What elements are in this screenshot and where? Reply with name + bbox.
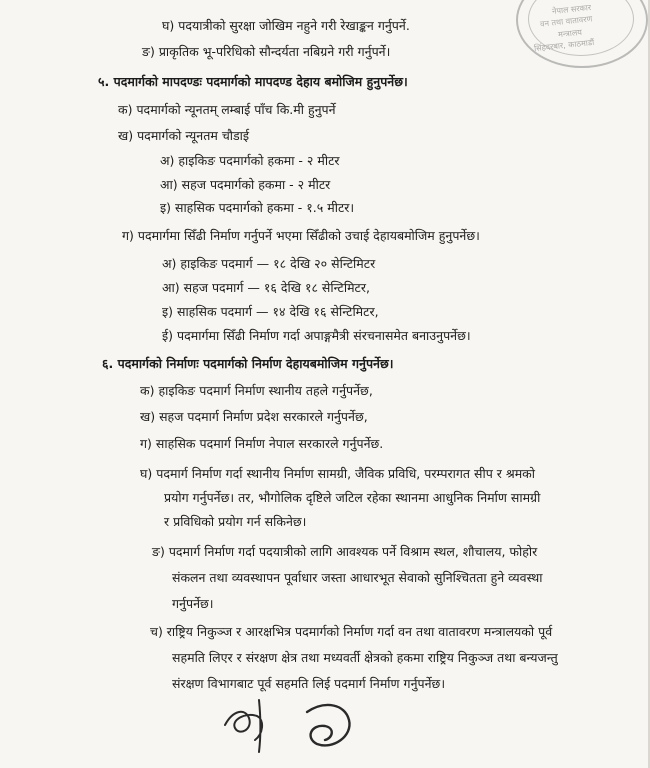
clause-ga: ग) साहसिक पदमार्ग निर्माण नेपाल सरकारले गर्नुपर्नेछ. [140,436,384,451]
subclause-ii: ई) पदमार्गमा सिँढी निर्माण गर्दा अपाङ्गमैत्री संरचनासमेत बनाउनुपर्नेछ। [162,328,471,343]
clause-nga: ङ) पदमार्ग निर्माण गर्दा पदयात्रीको लागि आवश्यक पर्ने विश्राम स्थल, शौचालय, फोहोर [152,544,538,559]
stamp-line: मन्त्रालय [557,27,583,40]
signatures [215,690,375,760]
subclause-i: इ) साहसिक पदमार्गको हकमा - १.५ मीटर। [160,200,355,215]
clause-nga-cont: संकलन तथा व्यवस्थापन पूर्वाधार जस्ता आधारभूत सेवाको सुनिश्चितता हुने व्यवस्था [172,570,543,585]
section-5-heading: ५. पदमार्गको मापदण्डः पदमार्गको मापदण्ड देहाय बमोजिम हुनुपर्नेछ। [98,74,408,89]
clause-cha: च) राष्ट्रिय निकुञ्ज र आरक्षभित्र पदमार्गको निर्माण गर्दा वन तथा वातावरण मन्त्रालयको पूर्व [150,624,553,639]
clause-kha: ख) पदमार्गको न्यूनतम चौडाई [118,128,250,143]
clause-kha: ख) सहज पदमार्ग निर्माण प्रदेश सरकारले गर्नुपर्नेछ, [140,409,368,424]
stamp-line: सिंहदरबार, काठमाडौं [533,37,595,54]
clause-gha: घ) पदमार्ग निर्माण गर्दा स्थानीय निर्माण सामग्री, जैविक प्रविधि, परम्परागत सीप र श्रमको [140,466,536,481]
clause-ka: क) पदमार्गको न्यूनतम् लम्बाई पाँच कि.मी हुनुपर्ने [118,102,336,117]
clause-cha-cont: सहमति लिएर र संरक्षण क्षेत्र तथा मध्यवर्ती क्षेत्रको हकमा राष्ट्रिय निकुञ्ज तथा बन्यजन्तु [172,650,558,665]
clause-nga-cont: गर्नुपर्नेछ। [172,596,214,611]
official-stamp [516,0,648,68]
clause-cha-cont: संरक्षण विभागबाट पूर्व सहमति लिई पदमार्ग निर्माण गर्नुपर्नेछ। [172,676,446,691]
subclause-a: अ) हाइकिङ पदमार्ग — १८ देखि २० सेन्टिमिटर [162,256,376,271]
clause-gha: घ) पदयात्रीको सुरक्षा जोखिम नहुने गरी रेखाङ्कन गर्नुपर्ने. [162,18,410,33]
subclause-aa: आ) सहज पदमार्गको हकमा - २ मीटर [160,177,331,192]
clause-nga: ङ) प्राकृतिक भू-परिधिको सौन्दर्यता नबिग्रने गरी गर्नुपर्ने। [142,44,391,59]
section-6-heading: ६. पदमार्गको निर्माणः पदमार्गको निर्माण देहायबमोजिम गर्नुपर्नेछ। [102,356,394,371]
stamp-line: वन तथा वातावरण [539,14,593,29]
subclause-a: अ) हाइकिङ पदमार्गको हकमा - २ मीटर [160,153,340,168]
subclause-i: इ) साहसिक पदमार्ग — १४ देखि १६ सेन्टिमिटर, [162,304,379,319]
stamp-line: नेपाल सरकार [551,2,592,17]
clause-ka: क) हाइकिङ पदमार्ग निर्माण स्थानीय तहले गर्नुपर्नेछ, [140,383,373,398]
clause-ga: ग) पदमार्गमा सिँढी निर्माण गर्नुपर्ने भएमा सिँढीको उचाई देहायबमोजिम हुनुपर्नेछ। [122,228,480,243]
clause-gha-cont: र प्रविधिको प्रयोग गर्न सकिनेछ। [164,514,307,529]
clause-gha-cont: प्रयोग गर्नुपर्नेछ। तर, भौगोलिक दृष्टिले जटिल रहेका स्थानमा आधुनिक निर्माण सामग्री [164,490,541,505]
subclause-aa: आ) सहज पदमार्ग — १६ देखि १८ सेन्टिमिटर, [162,280,370,295]
